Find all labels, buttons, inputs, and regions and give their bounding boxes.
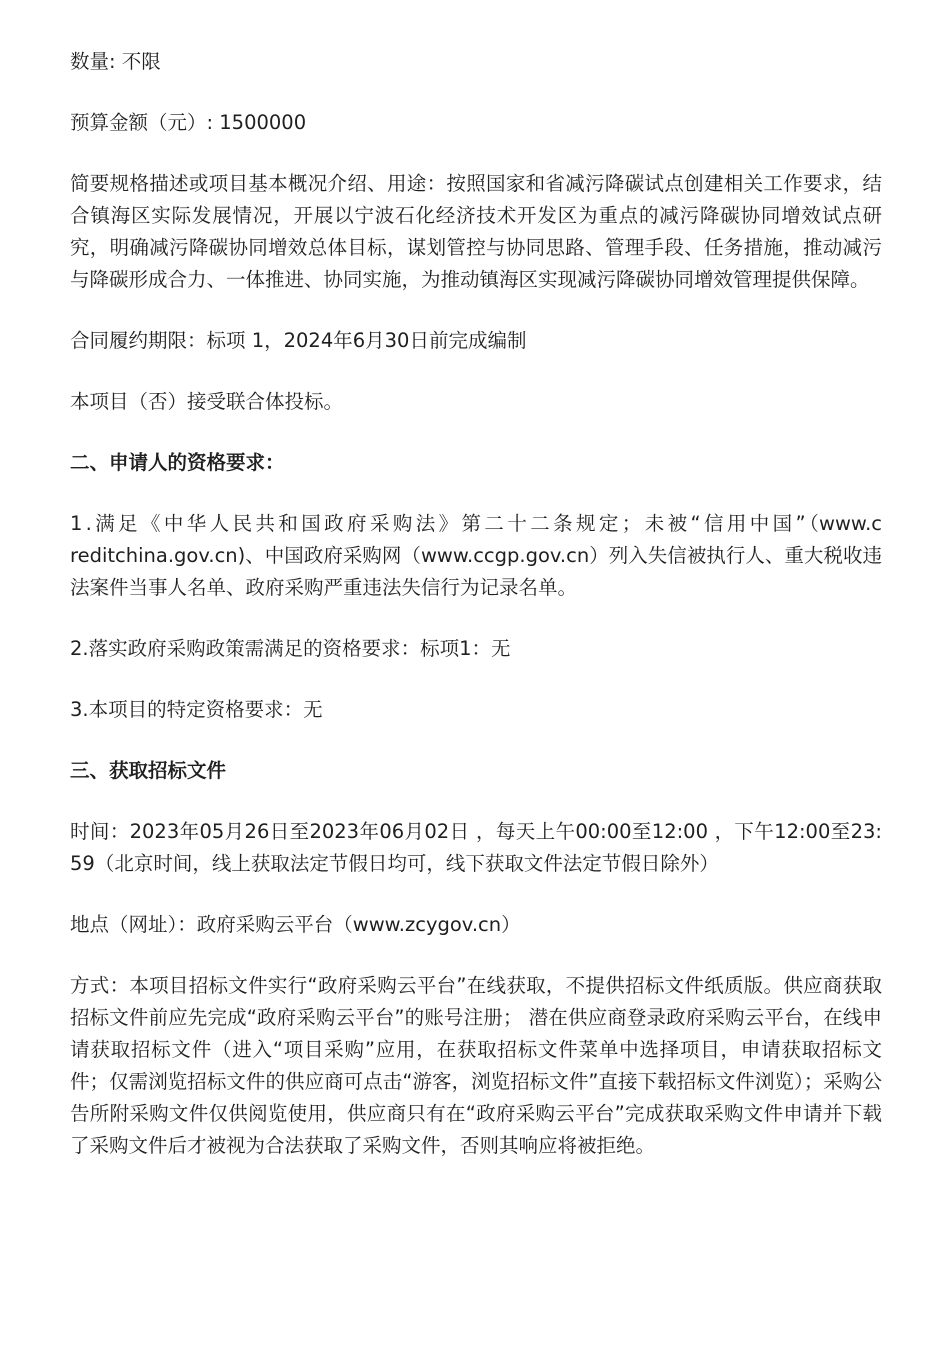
obtain-location-text: 地点（网址）：政府采购云平台（www.zcygov.cn）: [70, 913, 521, 936]
qualification-item-1-rest: （www.creditchina.gov.cn)、中国政府采购网（www.ccgp.gov.cn）列入失信被执行人、重大税收违法案件当事人名单、政府采购严重违法失信行为记录名单。: [70, 512, 882, 599]
qualification-item-1: [70, 508, 882, 604]
section-heading-obtain-documents: 三、获取招标文件: [70, 759, 227, 782]
obtain-method-text: 方式：本项目招标文件实行“政府采购云平台”在线获取，不提供招标文件纸质版。供应商获取招标文件前应先完成“政府采购云平台”的账号注册； 潜在供应商登录政府采购云平台，在线申请获取招标文件（进入“项目采购”应用，在获取招标文件菜单中选择项目，申请获取招标文件；仅需浏览招标文件的供应商可点击“游客，浏览招标文件”直接下载招标文件浏览）；采购公告所附采购文件仅供阅览使用，供应商只有在“政府采购云平台”完成获取采购文件申请并下载了采购文件后才被视为合法获取了采购文件，否则其响应将被拒绝。: [70, 974, 882, 1157]
qualification-item-3: 3.本项目的特定资格要求：无: [70, 698, 323, 721]
obtain-time-text: 时间：2023年05月26日至2023年06月02日 ，每天上午00:00至12:00 ，下午12:00至23:59（北京时间，线上获取法定节假日均可，线下获取文件法定节假日除外）: [70, 820, 882, 875]
section-heading-qualifications: 二、申请人的资格要求：: [70, 451, 285, 474]
document-page: [70, 46, 882, 1191]
project-description: 简要规格描述或项目基本概况介绍、用途：按照国家和省减污降碳试点创建相关工作要求，结合镇海区实际发展情况，开展以宁波石化经济技术开发区为重点的减污降碳协同增效试点研究，明确减污降碳协同增效总体目标，谋划管控与协同思路、管理手段、任务措施，推动减污与降碳形成合力、一体推进、协同实施，为推动镇海区实现减污降碳协同增效管理提供保障。: [70, 172, 882, 291]
quantity-text: 数量: 不限: [70, 50, 161, 73]
budget-text: 预算金额（元）: 1500000: [70, 111, 307, 134]
qualification-item-1-line1: 1.满足《中华人民共和国政府采购法》第二十二条规定；未被“信用中国”: [70, 512, 809, 535]
qualification-item-2: 2.落实政府采购政策需满足的资格要求：标项1：无: [70, 637, 511, 660]
consortium-text: 本项目（否）接受联合体投标。: [70, 390, 344, 413]
contract-period-text: 合同履约期限：标项 1，2024年6月30日前完成编制: [70, 329, 527, 352]
